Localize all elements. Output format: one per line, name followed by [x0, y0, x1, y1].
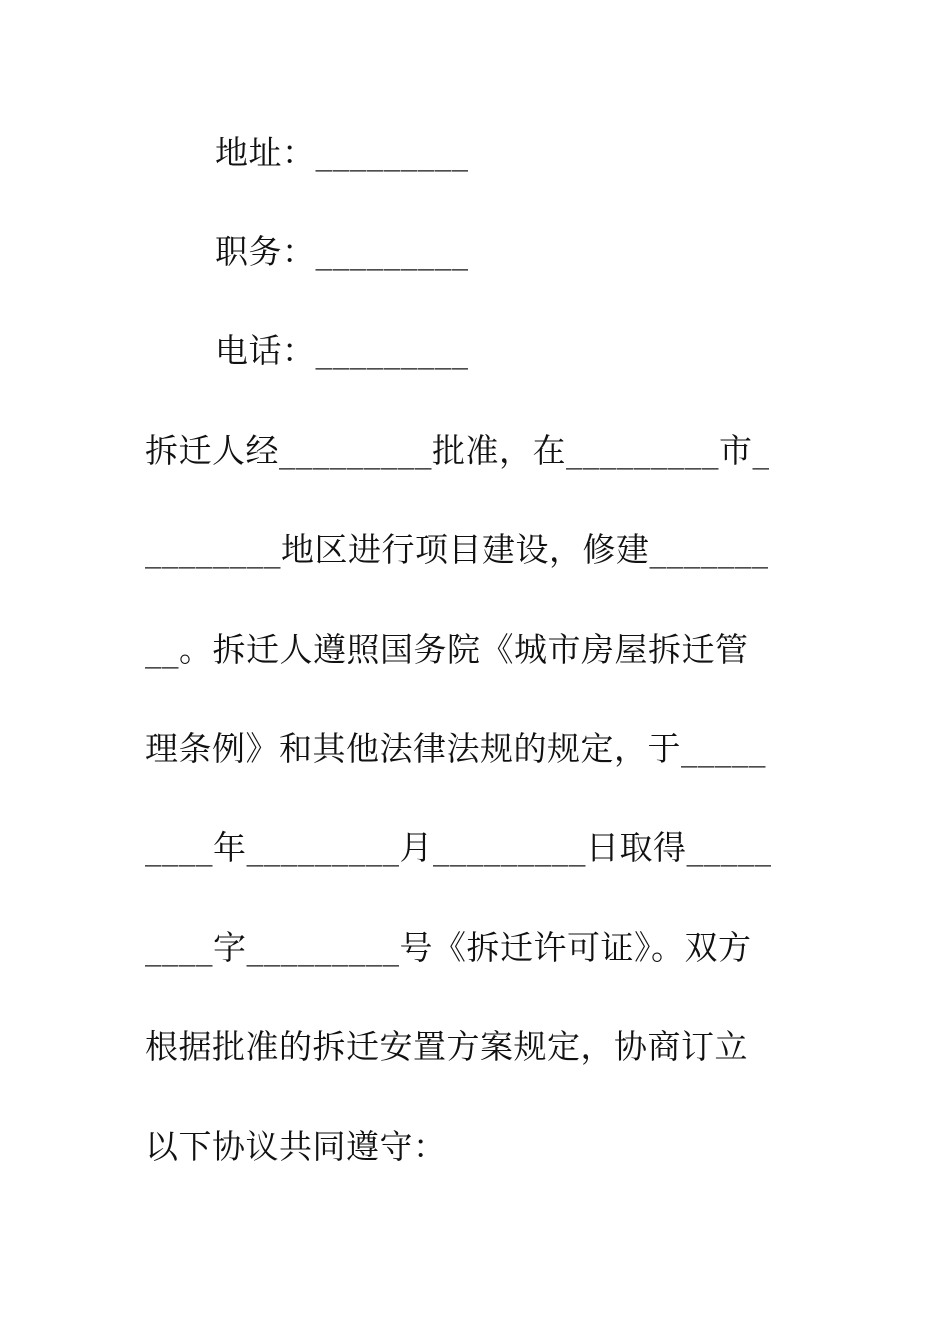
paragraph-line-8: 以下协议共同遵守： [145, 1127, 447, 1166]
address-field: 地址：_________ [215, 133, 469, 172]
paragraph-line-2: ________地区进行项目建设，修建_______ [145, 530, 769, 569]
paragraph-line-3: __。拆迁人遵照国务院《城市房屋拆迁管 [145, 630, 749, 669]
phone-field: 电话：_________ [215, 331, 469, 370]
paragraph-line-5: ____年_________月_________日取得_____ [145, 828, 772, 867]
position-field: 职务：_________ [215, 232, 469, 271]
paragraph-line-7: 根据批准的拆迁安置方案规定，协商订立 [145, 1027, 748, 1066]
paragraph-line-1: 拆迁人经_________批准，在_________市_ [145, 431, 770, 470]
paragraph-line-6: ____字_________号《拆迁许可证》。双方 [145, 928, 752, 967]
paragraph-line-4: 理条例》和其他法律法规的规定，于_____ [145, 729, 766, 768]
